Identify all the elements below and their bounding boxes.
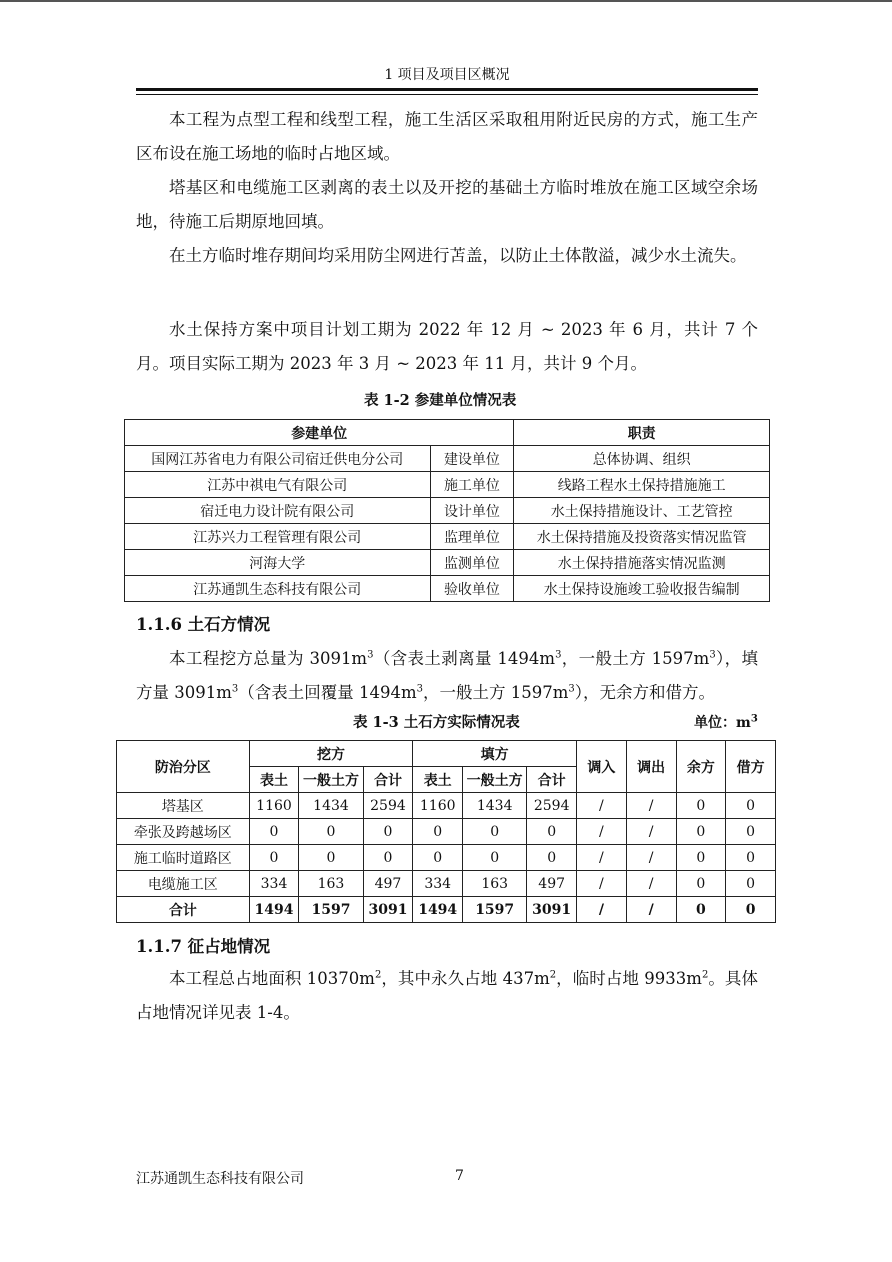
value-cell: / (577, 897, 627, 923)
cell: 水土保持措施及投资落实情况监管 (514, 524, 770, 550)
zone-cell: 塔基区 (117, 793, 250, 819)
participants-table (124, 419, 770, 602)
text-run: ，一般土方 1597m (423, 683, 569, 702)
table-row (125, 576, 770, 602)
cell: 线路工程水土保持措施施工 (514, 472, 770, 498)
superscript: 3 (555, 649, 562, 661)
paragraph-planned-period: 水土保持方案中项目计划工期为 2022 年 12 月 ~ 2023 年 6 月，共计 7 个月。 (136, 320, 758, 373)
value-cell: 0 (413, 845, 463, 871)
cell: 建设单位 (430, 446, 514, 472)
header-dig: 挖方 (249, 741, 413, 767)
value-cell: 0 (726, 845, 776, 871)
value-cell: 497 (363, 871, 413, 897)
value-cell: 1494 (249, 897, 299, 923)
table-body (117, 793, 776, 923)
table-row (125, 550, 770, 576)
value-cell: 0 (299, 819, 363, 845)
value-cell: / (577, 819, 627, 845)
subheader: 合计 (363, 767, 413, 793)
superscript: 3 (568, 683, 575, 695)
cell: 水土保持措施设计、工艺管控 (514, 498, 770, 524)
cell: 国网江苏省电力有限公司宿迁供电分公司 (125, 446, 431, 472)
value-cell: / (577, 793, 627, 819)
value-cell: / (626, 845, 676, 871)
cell: 水土保持设施竣工验收报告编制 (514, 576, 770, 602)
cell: 总体协调、组织 (514, 446, 770, 472)
subheader: 表土 (249, 767, 299, 793)
paragraph-construction-area: 本工程为点型工程和线型工程，施工生活区采取租用附近民房的方式，施工生产区布设在施工场地的临时占地区域。 (136, 110, 758, 163)
value-cell: 0 (726, 819, 776, 845)
value-cell: 0 (463, 845, 527, 871)
section-1-1-6-title: 1.1.6 土石方情况 (136, 615, 271, 634)
value-cell: 1494 (413, 897, 463, 923)
value-cell: 2594 (527, 793, 577, 819)
value-cell: 1160 (249, 793, 299, 819)
table-1-3-caption: 表 1-3 土石方实际情况表 (353, 714, 520, 731)
header-borrow: 借方 (726, 741, 776, 793)
superscript: 3 (367, 649, 374, 661)
value-cell: 3091 (363, 897, 413, 923)
header-duty: 职责 (514, 420, 770, 446)
cell: 江苏兴力工程管理有限公司 (125, 524, 431, 550)
superscript: 3 (709, 649, 716, 661)
subheader: 合计 (527, 767, 577, 793)
value-cell: 1434 (463, 793, 527, 819)
value-cell: 0 (527, 819, 577, 845)
value-cell: 0 (676, 845, 726, 871)
zone-cell: 合计 (117, 897, 250, 923)
table-1-3-unit (694, 712, 758, 732)
earthwork-table (116, 740, 776, 923)
table-row (125, 446, 770, 472)
table-row (117, 845, 776, 871)
cell: 宿迁电力设计院有限公司 (125, 498, 431, 524)
value-cell: / (577, 871, 627, 897)
value-cell: 0 (726, 897, 776, 923)
zone-cell: 电缆施工区 (117, 871, 250, 897)
top-border (0, 0, 892, 2)
table-header-row (117, 741, 776, 767)
table-row (117, 871, 776, 897)
value-cell: 3091 (527, 897, 577, 923)
header-rule-thin (136, 94, 758, 95)
table-row (125, 524, 770, 550)
value-cell: 334 (413, 871, 463, 897)
subheader: 表土 (413, 767, 463, 793)
table-row (117, 819, 776, 845)
value-cell: 0 (676, 871, 726, 897)
zone-cell: 施工临时道路区 (117, 845, 250, 871)
value-cell: 0 (249, 845, 299, 871)
header-participant: 参建单位 (125, 420, 514, 446)
table-row (125, 472, 770, 498)
value-cell: 1597 (463, 897, 527, 923)
cell: 监测单位 (430, 550, 514, 576)
table-1-2-caption: 表 1-2 参建单位情况表 (364, 392, 517, 409)
text-run: （含表土剥离量 1494m (373, 649, 556, 668)
value-cell: 497 (527, 871, 577, 897)
value-cell: 334 (249, 871, 299, 897)
cell: 江苏中祺电气有限公司 (125, 472, 431, 498)
value-cell: 0 (676, 897, 726, 923)
value-cell: 0 (676, 819, 726, 845)
value-cell: 1597 (299, 897, 363, 923)
text-run: 。具体占地情况详见表 1-4。 (136, 969, 758, 1022)
header-rule-thick (136, 88, 758, 91)
cell: 设计单位 (430, 498, 514, 524)
value-cell: 1434 (299, 793, 363, 819)
value-cell: 163 (463, 871, 527, 897)
paragraph-land-occupation (136, 962, 758, 1030)
value-cell: 0 (726, 793, 776, 819)
header-fill: 填方 (413, 741, 577, 767)
value-cell: 0 (413, 819, 463, 845)
footer-company: 江苏通凯生态科技有限公司 (136, 1171, 304, 1187)
total-row (117, 897, 776, 923)
superscript: 2 (549, 969, 557, 981)
value-cell: / (626, 793, 676, 819)
value-cell: 0 (249, 819, 299, 845)
page-header: 1 项目及项目区概况 (384, 67, 510, 83)
paragraph-topsoil: 塔基区和电缆施工区剥离的表土以及开挖的基础土方临时堆放在施工区域空余场地，待施工后期原地回填。 (136, 178, 758, 231)
header-surplus: 余方 (676, 741, 726, 793)
superscript: 2 (701, 969, 709, 981)
section-1-1-7-title: 1.1.7 征占地情况 (136, 937, 271, 956)
value-cell: 0 (463, 819, 527, 845)
paragraph-earthwork (136, 642, 758, 710)
table-row (125, 498, 770, 524)
text-run: ），无余方和借方。 (574, 683, 716, 702)
cell: 验收单位 (430, 576, 514, 602)
text-run: （含表土回覆量 1494m (238, 683, 417, 702)
cell: 监理单位 (430, 524, 514, 550)
cell: 水土保持措施落实情况监测 (514, 550, 770, 576)
value-cell: 1160 (413, 793, 463, 819)
header-zone: 防治分区 (117, 741, 250, 793)
value-cell: 0 (299, 845, 363, 871)
unit-text: 单位：m (694, 715, 751, 731)
cell: 江苏通凯生态科技有限公司 (125, 576, 431, 602)
header-transfer-out: 调出 (626, 741, 676, 793)
value-cell: / (626, 871, 676, 897)
subheader: 一般土方 (299, 767, 363, 793)
cell: 施工单位 (430, 472, 514, 498)
value-cell: / (577, 845, 627, 871)
value-cell: 0 (363, 845, 413, 871)
value-cell: 0 (676, 793, 726, 819)
cell: 河海大学 (125, 550, 431, 576)
value-cell: / (626, 819, 676, 845)
superscript: 3 (231, 683, 239, 695)
superscript: 3 (416, 683, 424, 695)
text-run: 本工程总占地面积 10370m (169, 969, 375, 988)
table-header-row (125, 420, 770, 446)
table-row (117, 793, 776, 819)
value-cell: 0 (726, 871, 776, 897)
text-run: ），填方量 3091m (136, 649, 759, 702)
value-cell: / (626, 897, 676, 923)
zone-cell: 牵张及跨越场区 (117, 819, 250, 845)
value-cell: 0 (527, 845, 577, 871)
value-cell: 2594 (363, 793, 413, 819)
superscript: 3 (750, 713, 758, 725)
value-cell: 0 (363, 819, 413, 845)
text-run: ，临时占地 9933m (556, 969, 702, 988)
page-number: 7 (455, 1168, 464, 1184)
text-run: ，其中永久占地 437m (381, 969, 550, 988)
text-run: ，一般土方 1597m (561, 649, 710, 668)
paragraph-dust-net: 在土方临时堆存期间均采用防尘网进行苫盖，以防止土体散溢，减少水土流失。 (169, 246, 747, 265)
header-transfer-in: 调入 (577, 741, 627, 793)
value-cell: 163 (299, 871, 363, 897)
superscript: 2 (374, 969, 382, 981)
paragraph-actual-period: 项目实际工期为 2023 年 3 月 ~ 2023 年 11 月，共计 9 个月。 (169, 354, 647, 373)
text-run: 本工程挖方总量为 3091m (169, 649, 368, 668)
subheader: 一般土方 (463, 767, 527, 793)
